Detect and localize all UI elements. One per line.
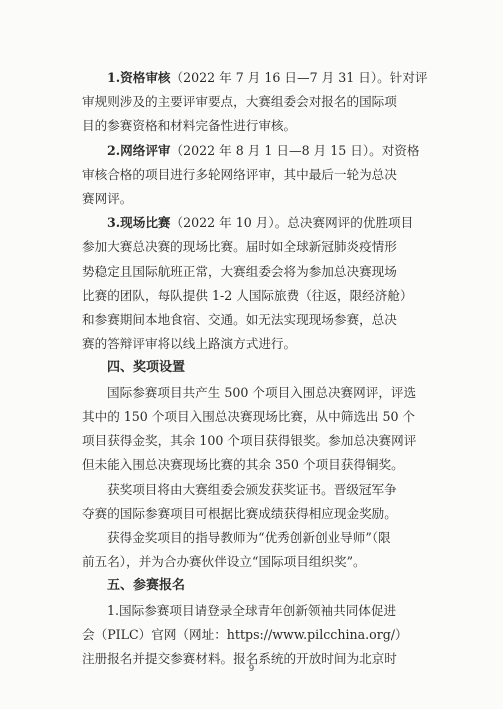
line-text: 审核合格的项目进行多轮网络评审，其中最后一轮为总决	[82, 166, 397, 182]
stage-title: 2.网络评审	[107, 142, 171, 158]
text-line	[82, 211, 432, 235]
line-text: 项目获得金奖，其余 100 个项目获得银奖。参加总决赛网评	[82, 433, 417, 449]
line-text: 审规则涉及的主要评审要点，大赛组委会对报名的国际项	[82, 94, 397, 110]
body-paragraph	[82, 599, 432, 672]
text-line	[82, 90, 432, 114]
text-line	[82, 114, 432, 138]
line-text: 国际参赛项目共产生 500 个项目入围总决赛网评，评选	[107, 384, 417, 400]
body-paragraph	[82, 381, 432, 478]
text-line	[82, 284, 432, 308]
line-text: 但未能入围总决赛现场比赛的其余 350 个项目获得铜奖。	[82, 457, 404, 473]
text-line	[82, 405, 432, 429]
text-line	[82, 599, 432, 623]
text-line	[82, 453, 432, 477]
line-text: 其中的 150 个项目入围总决赛现场比赛，从中筛选出 50 个	[82, 409, 416, 425]
line-text: 1.国际参赛项目请登录全球青年创新领袖共同体促进	[107, 602, 397, 618]
line-text: 和参赛期间本地食宿、交通。如无法实现现场参赛，总决	[82, 312, 397, 328]
review-stage-paragraph	[82, 66, 432, 139]
text-line	[82, 381, 432, 405]
text-line	[82, 187, 432, 211]
section-heading: 四、奖项设置	[107, 360, 186, 376]
stage-title: 3.现场比赛	[107, 215, 171, 231]
line-text: 赛网评。	[82, 191, 133, 207]
text-line	[82, 235, 432, 259]
stage-title: 1.资格审核	[107, 70, 171, 85]
line-text: （2022 年 8 月 1 日—8 月 15 日）。对资格	[170, 142, 420, 158]
line-text: 赛的答辩评审将以线上路演方式进行。	[82, 336, 297, 352]
line-text: 会（PILC）官网（网址：https://www.pilcchina.org/）	[82, 627, 408, 643]
line-text: 前五名），并为合办赛伙伴设立“国际项目组织奖”。	[82, 554, 366, 570]
review-stage-paragraph	[82, 139, 432, 212]
line-text: 势稳定且国际航班正常，大赛组委会将为参加总决赛现场	[82, 263, 397, 279]
line-text: 目的参赛资格和材料完备性进行审核。	[82, 118, 297, 134]
line-text: 获得金奖项目的指导教师为“优秀创新创业导师”（限	[107, 530, 391, 546]
line-text: 参加大赛总决赛的现场比赛。届时如全球新冠肺炎疫情形	[82, 239, 397, 255]
text-line	[82, 478, 432, 502]
section-heading: 五、参赛报名	[107, 578, 186, 594]
line-text: （2022 年 7 月 16 日—7 月 31 日）。针对评	[170, 70, 428, 85]
text-line	[82, 502, 432, 526]
review-stage-paragraph	[82, 211, 432, 356]
page-number: 9	[248, 664, 255, 674]
text-line	[82, 260, 432, 284]
text-line	[82, 623, 432, 647]
page-body	[82, 66, 432, 671]
line-text: 获奖项目将由大赛组委会颁发获奖证书。晋级冠军争	[107, 481, 397, 497]
body-paragraph	[82, 478, 432, 526]
line-text: 注册报名并提交参赛材料。报名系统的开放时间为北京时	[82, 651, 397, 667]
line-text: 比赛的团队，每队提供 1-2 人国际旅费（往返，限经济舱）	[82, 287, 413, 303]
text-line	[82, 332, 432, 356]
text-line	[82, 308, 432, 332]
text-line	[82, 163, 432, 187]
line-text: 夺赛的国际参赛项目可根据比赛成绩获得相应现金奖励。	[82, 505, 397, 521]
text-line	[82, 139, 432, 163]
line-text: （2022 年 10 月）。总决赛网评的优胜项目	[170, 215, 414, 231]
text-line	[82, 526, 432, 550]
text-line	[82, 429, 432, 453]
body-paragraph	[82, 526, 432, 574]
text-line	[82, 550, 432, 574]
text-line	[82, 66, 432, 90]
